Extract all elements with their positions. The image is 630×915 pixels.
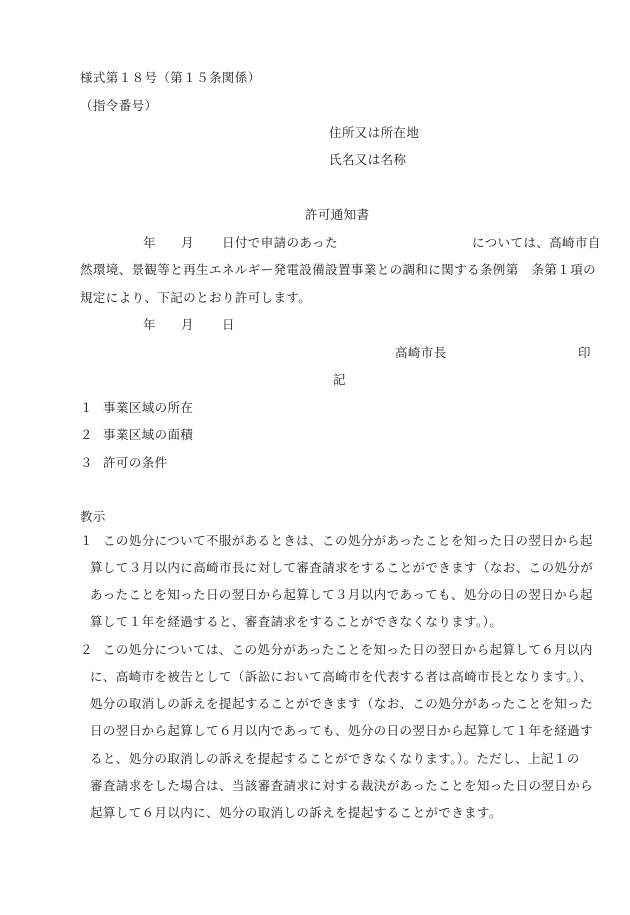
notice-heading: 教示 (80, 509, 106, 524)
item-2-number: ２ (80, 427, 93, 442)
notice-para1-line3: あったことを知った日の翌日から起算して３月以内であっても、処分の日の翌日から起 (90, 587, 593, 602)
item-1-number: １ (80, 400, 93, 415)
notice-para1-line2: 算して３月以内に高崎市長に対して審査請求をすることができます（なお、この処分が (90, 560, 594, 575)
issuer-name: 高崎市長 (395, 345, 447, 360)
recipient-name-label: 氏名又は名称 (329, 152, 407, 167)
item-3-number: ３ (80, 455, 93, 470)
item-3-label: 許可の条件 (103, 455, 168, 470)
notice-para2-line5: ると、処分の取消しの訴えを提起することができなくなります。）。ただし、上記１の (90, 751, 580, 766)
body-line2: 然環境、景観等と再生エネルギー発電設備設置事業との調和に関する条例第 条第１項の (80, 262, 597, 277)
notice-para2-number: ２ (80, 642, 93, 657)
issue-date-year: 年 (143, 317, 156, 332)
body-line1-day: 日付で申請のあった (222, 235, 338, 250)
notice-para1-number: １ (80, 533, 93, 548)
form-number: 様式第１８号（第１５条関係） (80, 70, 261, 85)
issue-date-day: 日 (222, 317, 235, 332)
issue-date-month: 月 (181, 317, 194, 332)
notice-para2-line1: この処分については、この処分があったことを知った日の翌日から起算して６月以内 (103, 642, 593, 657)
item-2-label: 事業区域の面積 (103, 427, 194, 442)
recipient-address-label: 住所又は所在地 (329, 125, 420, 140)
designation-number: （指令番号） (80, 98, 158, 113)
issuer-seal: 印 (578, 345, 591, 360)
notice-para2-line3: 処分の取消しの訴えを提起することができます（なお、この処分があったことを知った (90, 696, 593, 711)
body-line1-year: 年 (143, 235, 156, 250)
body-line3: 規定により、下記のとおり許可します。 (80, 290, 312, 305)
notice-para2-line4: 日の翌日から起算して６月以内であっても、処分の日の翌日から起算して１年を経過す (90, 723, 593, 738)
item-1-label: 事業区域の所在 (103, 400, 194, 415)
notice-para2-line2: に、高崎市を被告として（訴訟において高崎市を代表する者は高崎市長となります。）、 (90, 669, 593, 684)
body-line1-month: 月 (181, 235, 194, 250)
notice-para1-line1: この処分について不服があるときは、この処分があったことを知った日の翌日から起 (103, 533, 593, 548)
notice-para2-line6: 審査請求をした場合は、当該審査請求に対する裁決があったことを知った日の翌日から (90, 778, 593, 793)
body-line1-tail: については、高崎市自 (472, 235, 601, 250)
notice-para1-line4: 算して１年を経過すると、審査請求をすることができなくなります。）。 (90, 614, 503, 629)
record-heading: 記 (333, 372, 346, 387)
notice-para2-line7: 起算して６月以内に、処分の取消しの訴えを提起することができます。 (90, 805, 502, 820)
document-title: 許可通知書 (305, 207, 370, 222)
